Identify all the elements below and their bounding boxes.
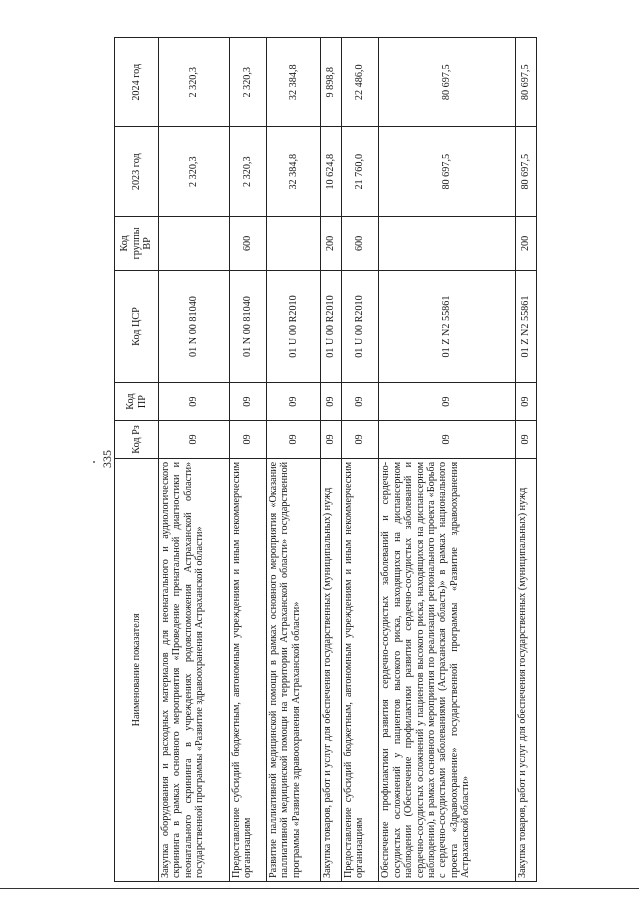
- row-csr: 01 U 00 R2010: [341, 270, 378, 382]
- table-row: [229, 38, 266, 882]
- row-2023: 80 697,5: [379, 127, 516, 216]
- row-2023: 21 760,0: [341, 127, 378, 216]
- row-vr: 200: [516, 216, 537, 270]
- row-pr: 09: [379, 383, 516, 421]
- scan-speck: [93, 461, 95, 463]
- header-vr: Код группы ВР: [115, 216, 159, 270]
- row-csr: 01 N 00 81040: [229, 270, 266, 382]
- row-name: Закупка товаров, работ и услуг для обеспечения государственных (муниципальных) нужд: [320, 458, 341, 881]
- row-rz: 09: [516, 421, 537, 459]
- row-rz: 09: [266, 421, 320, 459]
- row-2023: 32 384,8: [266, 127, 320, 216]
- row-2024: 2 320,3: [159, 38, 230, 128]
- row-csr: 01 Z N2 55861: [516, 270, 537, 382]
- row-name: Обеспечение профилактики развития сердечно-сосудистых заболеваний и сердечно-сосудистых осложнений у пациентов высокого риска, находящихся на диспансерном наблюдении (Обеспечение профилактики развития сердечно-сосудистых заболеваний и сердечно-сосудистых осложнений у пациентов высокого риска, находящихся на диспансерном наблюдении), в рамках основного мероприятия по реализации регионального проекта «Борьба с сердечно-сосудистыми заболеваниями (Астраханская область)» в рамках национального проекта «Здравоохранение» государственной программы «Развитие здравоохранения Астраханской области»: [379, 458, 516, 881]
- row-name: Развитие паллиативной медицинской помощи в рамках основного мероприятия «Оказание паллиативной медицинской помощи на территории Астраханской области» государственной программы «Развитие здравоохранения Астраханской области»: [266, 458, 320, 881]
- row-pr: 09: [266, 383, 320, 421]
- row-vr: 600: [341, 216, 378, 270]
- row-rz: 09: [159, 421, 230, 459]
- row-pr: 09: [341, 383, 378, 421]
- page-number: 335: [100, 450, 114, 468]
- table-row: [341, 38, 378, 882]
- row-2024: 80 697,5: [379, 38, 516, 128]
- budget-table: [114, 37, 537, 882]
- row-name: Закупка оборудования и расходных материалов для неонатального и аудиологического скрининга в рамках основного мероприятия «Проведение пренатальной диагностики и неонатального скрининга в учреждениях родовспоможения Астраханской области» государственной программы «Развитие здравоохранения Астраханской области»: [159, 458, 230, 881]
- row-pr: 09: [229, 383, 266, 421]
- row-csr: 01 U 00 R2010: [266, 270, 320, 382]
- row-csr: 01 N 00 81040: [159, 270, 230, 382]
- header-pr: Код ПР: [115, 383, 159, 421]
- row-2024: 22 486,0: [341, 38, 378, 128]
- row-vr: [159, 216, 230, 270]
- row-rz: 09: [379, 421, 516, 459]
- row-2023: 80 697,5: [516, 127, 537, 216]
- row-name: Предоставление субсидий бюджетным, автономным учреждениям и иным некоммерческим организациям: [229, 458, 266, 881]
- row-rz: 09: [229, 421, 266, 459]
- row-2023: 2 320,3: [159, 127, 230, 216]
- header-name: Наименование показателя: [115, 458, 159, 881]
- row-csr: 01 U 00 R2010: [320, 270, 341, 382]
- row-pr: 09: [320, 383, 341, 421]
- row-2024: 2 320,3: [229, 38, 266, 128]
- row-vr: [266, 216, 320, 270]
- header-2024: 2024 год: [115, 38, 159, 128]
- row-vr: 600: [229, 216, 266, 270]
- table-row: [516, 38, 537, 882]
- row-name: Закупка товаров, работ и услуг для обеспечения государственных (муниципальных) нужд: [516, 458, 537, 881]
- table-row: [266, 38, 320, 882]
- row-2024: 9 898,8: [320, 38, 341, 128]
- row-pr: 09: [516, 383, 537, 421]
- row-2023: 2 320,3: [229, 127, 266, 216]
- header-2023: 2023 год: [115, 127, 159, 216]
- row-rz: 09: [320, 421, 341, 459]
- table-row: [320, 38, 341, 882]
- row-name: Предоставление субсидий бюджетным, автономным учреждениям и иным некоммерческим организациям: [341, 458, 378, 881]
- table-header-row: [115, 38, 159, 882]
- row-csr: 01 Z N2 55861: [379, 270, 516, 382]
- row-rz: 09: [341, 421, 378, 459]
- row-vr: [379, 216, 516, 270]
- scan-edge-line: [0, 888, 639, 889]
- table-row: [159, 38, 230, 882]
- row-pr: 09: [159, 383, 230, 421]
- row-2024: 80 697,5: [516, 38, 537, 128]
- header-rz: Код Рз: [115, 421, 159, 459]
- header-csr: Код ЦСР: [115, 270, 159, 382]
- row-vr: 200: [320, 216, 341, 270]
- row-2024: 32 384,8: [266, 38, 320, 128]
- row-2023: 10 624,8: [320, 127, 341, 216]
- table-row: [379, 38, 516, 882]
- budget-table-container: [114, 37, 537, 882]
